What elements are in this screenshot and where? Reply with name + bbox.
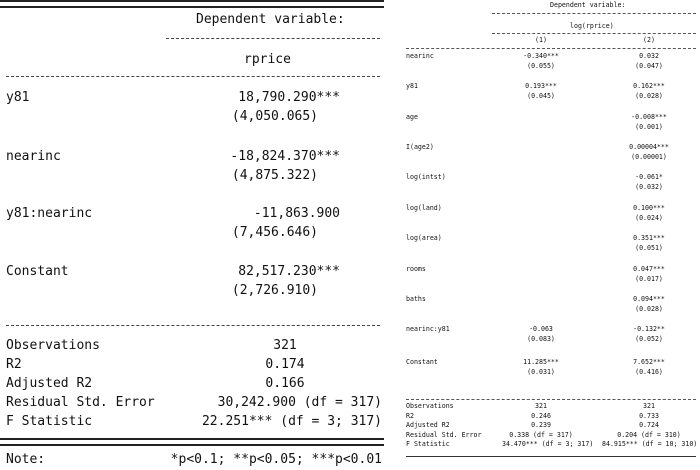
variable-name: baths xyxy=(406,295,426,303)
note-label: Note: xyxy=(6,452,46,467)
stat-row xyxy=(6,414,384,432)
stat-value: 0.166 xyxy=(265,376,305,391)
column-1-stat: 0.338 (df = 317) xyxy=(509,430,573,439)
column-1-standard-error: (0.083) xyxy=(527,335,555,343)
column-2-standard-error: (0.028) xyxy=(635,305,663,313)
column-2-stat: 321 xyxy=(643,402,655,410)
coef-row xyxy=(406,52,696,62)
se-row xyxy=(6,225,384,243)
column-1-stat: 0.246 xyxy=(531,411,551,420)
column-header-row xyxy=(406,36,696,46)
stat-name: Residual Std. Error xyxy=(6,395,155,410)
stat-value: 22.251*** (df = 3; 317) xyxy=(201,414,382,429)
column-2-standard-error: (0.051) xyxy=(635,244,663,252)
stats-dashed-rule xyxy=(6,325,380,326)
column-1-coefficient: 0.193*** xyxy=(525,82,557,90)
variable-name: Constant xyxy=(6,264,69,279)
stat-row xyxy=(6,395,384,413)
se-row xyxy=(406,153,696,163)
column-1-standard-error: (0.031) xyxy=(527,368,555,376)
column-2-stat: 0.724 xyxy=(639,421,659,429)
coef-row xyxy=(6,264,384,282)
stat-name: Adjusted R2 xyxy=(406,421,450,429)
stat-value: 0.174 xyxy=(265,357,305,372)
stat-row xyxy=(406,412,696,422)
dependent-variable-name: rprice xyxy=(244,52,291,67)
stats-dashed-rule xyxy=(406,399,696,400)
note-text: *p<0.1; **p<0.05; ***p<0.01 xyxy=(170,452,382,467)
stat-name: F Statistic xyxy=(406,440,450,448)
stat-row xyxy=(6,357,384,375)
column-1-header: (1) xyxy=(535,36,547,44)
standard-error: (4,050.065) xyxy=(231,109,318,124)
column-2-stat: 0.733 xyxy=(639,411,659,420)
column-2-standard-error: (0.024) xyxy=(635,214,663,222)
stat-row xyxy=(406,431,696,441)
depvar-dashed-rule xyxy=(492,33,696,34)
coef-row xyxy=(406,143,696,153)
column-2-stat: 0.204 (df = 310) xyxy=(617,430,681,439)
header-dashed-rule xyxy=(492,13,696,14)
stat-name: R2 xyxy=(406,411,414,420)
coef-row xyxy=(406,113,696,123)
variable-name: Constant xyxy=(406,358,438,366)
stat-row xyxy=(406,421,696,431)
column-2-standard-error: (0.001) xyxy=(635,123,663,131)
coef-row xyxy=(406,325,696,335)
se-row xyxy=(406,214,696,224)
column-2-coefficient: -0.008*** xyxy=(631,113,667,121)
coef-row xyxy=(6,90,384,108)
coef-row xyxy=(6,206,384,224)
stat-name: Residual Std. Error xyxy=(406,430,482,439)
variable-name: log(area) xyxy=(406,234,442,242)
se-row xyxy=(406,335,696,345)
coef-row xyxy=(406,173,696,183)
column-2-standard-error: (0.047) xyxy=(635,62,663,70)
variable-name: nearinc xyxy=(6,149,61,164)
coef-row xyxy=(406,82,696,92)
coefficient: -11,863.900 xyxy=(253,206,340,221)
variable-name: y81:nearinc xyxy=(6,206,93,221)
coefficient: 18,790.290*** xyxy=(238,90,340,105)
column-1-coefficient: 11.285*** xyxy=(523,358,559,366)
stat-row xyxy=(6,376,384,394)
stat-name: Observations xyxy=(406,402,454,410)
bottom-double-rule xyxy=(0,438,384,446)
top-double-rule xyxy=(0,0,384,8)
coef-row xyxy=(6,149,384,167)
variable-name: y81 xyxy=(406,82,418,90)
coef-row xyxy=(406,204,696,214)
se-row xyxy=(406,183,696,193)
variable-name: log(land) xyxy=(406,204,442,212)
coefficient: 82,517.230*** xyxy=(238,264,340,279)
column-1-stat: 34.470*** (df = 3; 317) xyxy=(502,440,594,448)
column-2-coefficient: 0.094*** xyxy=(633,295,665,303)
column-2-coefficient: -0.061* xyxy=(635,173,663,181)
dependent-variable-name: log(rprice) xyxy=(570,22,614,30)
column-2-coefficient: 0.00004*** xyxy=(629,143,669,151)
se-row xyxy=(406,62,696,72)
variable-name: nearinc:y81 xyxy=(406,325,450,333)
variable-name: y81 xyxy=(6,90,30,105)
note-row xyxy=(6,452,384,470)
coefficient: -18,824.370*** xyxy=(230,149,340,164)
se-row xyxy=(406,92,696,102)
column-2-stat: 84.915*** (df = 10; 310) xyxy=(602,440,698,448)
column-2-header: (2) xyxy=(643,36,655,44)
column-2-standard-error: (0.00001) xyxy=(631,153,667,161)
standard-error: (7,456.646) xyxy=(231,225,318,240)
column-1-stat: 321 xyxy=(535,402,547,410)
column-2-coefficient: 0.100*** xyxy=(633,204,665,212)
stat-value: 30,242.900 (df = 317) xyxy=(217,395,382,410)
column-2-coefficient: 0.047*** xyxy=(633,265,665,273)
column-2-standard-error: (0.028) xyxy=(635,92,663,100)
stat-name: F Statistic xyxy=(6,414,93,429)
se-row xyxy=(406,244,696,254)
variable-name: I(age2) xyxy=(406,143,434,151)
coef-row xyxy=(406,295,696,305)
column-2-standard-error: (0.032) xyxy=(635,183,663,191)
dependent-variable-header: Dependent variable: xyxy=(550,1,626,9)
se-row xyxy=(406,305,696,315)
right-regression-table xyxy=(400,0,700,460)
column-2-coefficient: 0.162*** xyxy=(633,82,665,90)
column-2-standard-error: (0.017) xyxy=(635,275,663,283)
stat-name: Observations xyxy=(6,338,100,353)
standard-error: (2,726.910) xyxy=(231,283,318,298)
column-1-coefficient: -0.340*** xyxy=(523,52,559,60)
variable-name: nearinc xyxy=(406,52,434,60)
se-row xyxy=(406,123,696,133)
column-2-standard-error: (0.416) xyxy=(635,368,663,376)
column-dashed-rule xyxy=(406,48,696,49)
variable-name: rooms xyxy=(406,265,426,273)
se-row xyxy=(406,368,696,378)
column-2-coefficient: -0.132** xyxy=(633,325,665,333)
header-dashed-rule xyxy=(166,38,380,39)
column-2-coefficient: 0.351*** xyxy=(633,234,665,242)
column-1-coefficient: -0.063 xyxy=(529,325,553,333)
stat-row xyxy=(406,440,696,450)
column-1-stat: 0.239 xyxy=(531,421,551,429)
column-dashed-rule xyxy=(6,76,380,77)
bottom-rule xyxy=(406,456,696,457)
se-row xyxy=(6,168,384,186)
coef-row xyxy=(406,358,696,368)
column-2-coefficient: 0.032 xyxy=(639,52,659,60)
column-1-standard-error: (0.045) xyxy=(527,92,555,100)
stat-row xyxy=(6,338,384,356)
stat-name: R2 xyxy=(6,357,22,372)
se-row xyxy=(406,275,696,285)
column-2-standard-error: (0.052) xyxy=(635,335,663,343)
coef-row xyxy=(406,265,696,275)
variable-name: log(intst) xyxy=(406,173,446,181)
se-row xyxy=(6,109,384,127)
stat-row xyxy=(406,402,696,412)
coef-row xyxy=(406,234,696,244)
variable-name: age xyxy=(406,113,418,121)
se-row xyxy=(6,283,384,301)
stat-value: 321 xyxy=(273,338,297,353)
column-1-standard-error: (0.055) xyxy=(527,62,555,70)
column-2-coefficient: 7.652*** xyxy=(633,358,665,366)
stat-name: Adjusted R2 xyxy=(6,376,93,391)
standard-error: (4,875.322) xyxy=(231,168,318,183)
dependent-variable-header: Dependent variable: xyxy=(196,12,345,27)
